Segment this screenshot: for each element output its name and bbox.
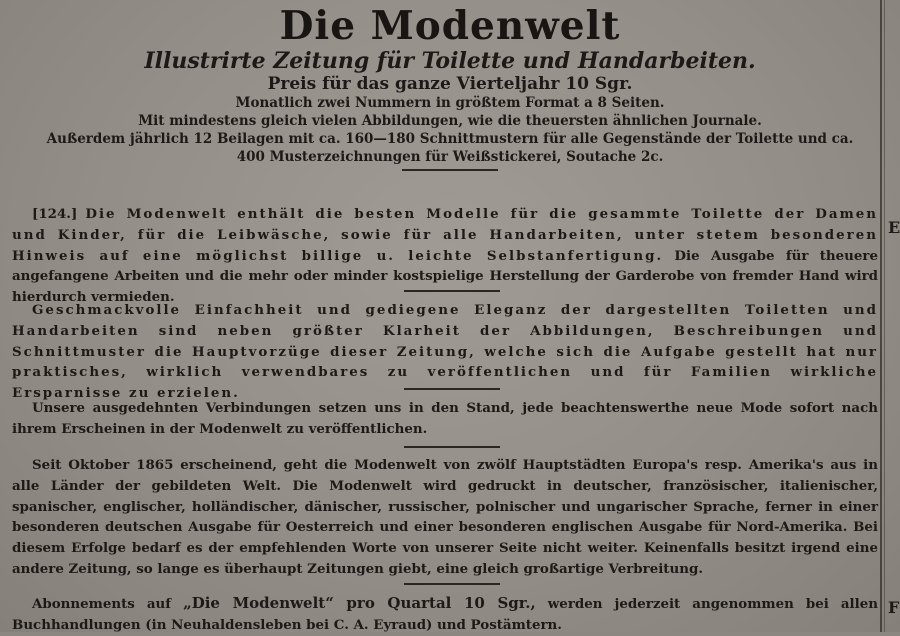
reference-number: [124.] [32, 206, 78, 222]
paragraph-contents: [124.] Die Modenwelt enthält die besten Modelle für die gesammte Toilette der Damen und Kinder, für die Leibwäsche, sowie für alle Handarbeiten, unter stetem besonderen Hinweis auf eine möglichst billige u. leichte Selbstanfertigung. Die Ausgabe für theuere angefangene Arbeiten und die mehr oder minder kostspielige Herstellung der Garderobe von fremder Hand wird hierdurch vermieden. [12, 206, 878, 306]
advert-header [20, 4, 880, 171]
separator [404, 290, 500, 292]
separator [404, 446, 500, 448]
paragraph-quality: Geschmackvolle Einfachheit und gediegene Eleganz der dargestellten Toiletten und Handarbeiten sind neben größter Klarheit der Abbildungen, Beschreibungen und Schnittmuster die Hauptvorzüge dieser Zeitung, welche sich die Aufgabe gestellt hat nur praktisches, wirklich verwendbares zu veröffentlichen und für Familien wirkliche Ersparnisse zu erzielen. [12, 302, 878, 402]
paragraph-subscriptions: Abonnements auf „Die Modenwelt“ pro Quartal 10 Sgr., werden jederzeit angenommen bei allen Buchhandlungen (in Neuhaldensleben bei C. A. Eyraud) und Postämtern. [12, 594, 878, 633]
supplements-line: Außerdem jährlich 12 Beilagen mit ca. 160—180 Schnittmustern für alle Gegenstände der Toilette und ca. [46, 131, 854, 147]
margin-fragment: F [888, 598, 900, 617]
margin-fragment: E [888, 218, 900, 237]
format-line: Monatlich zwei Nummern in größtem Format a 8 Seiten. [235, 95, 665, 111]
illustrations-line: Mit mindestens gleich vielen Abbildungen, wie die theuersten ähnlichen Journale. [138, 113, 762, 129]
separator [404, 583, 500, 585]
paragraph-distribution: Seit Oktober 1865 erscheinend, geht die Modenwelt von zwölf Hauptstädten Europa's resp. Amerika's aus in alle Länder der gebildeten Welt. Die Modenwelt wird gedruckt in deutscher, französischer, italienischer, spanischer, englischer, holländischer, dänischer, russischer, polnischer und ungarischer Sprache, ferner in einer besonderen deutschen Ausgabe für Oesterreich und einer besonderen englischen Ausgabe für Nord-Amerika. Bei diesem Erfolge bedarf es der empfehlenden Worte von unserer Seite nicht weiter. Keinenfalls besitzt irgend eine andere Zeitung, so lange es überhaupt Zeitungen giebt, eine gleich großartige Verbreitung. [12, 457, 878, 577]
masthead-subtitle: Illustrirte Zeitung für Toilette und Handarbeiten. [144, 48, 756, 74]
separator [404, 388, 500, 390]
price-line: Preis für das ganze Vierteljahr 10 Sgr. [267, 74, 633, 94]
column-rule-thin [884, 0, 885, 632]
separator [402, 169, 498, 171]
masthead-title: Die Modenwelt [279, 3, 621, 49]
paragraph-connections: Unsere ausgedehnten Verbindungen setzen uns in den Stand, jede beachtenswerthe neue Mode sofort nach ihrem Erscheinen in der Modenwelt zu veröffentlichen. [12, 400, 878, 437]
column-rule [880, 0, 882, 632]
patterns-line: 400 Musterzeichnungen für Weißstickerei, Soutache 2c. [236, 149, 664, 165]
subscription-offer: „Die Modenwelt“ pro Quartal 10 Sgr., [183, 594, 536, 612]
